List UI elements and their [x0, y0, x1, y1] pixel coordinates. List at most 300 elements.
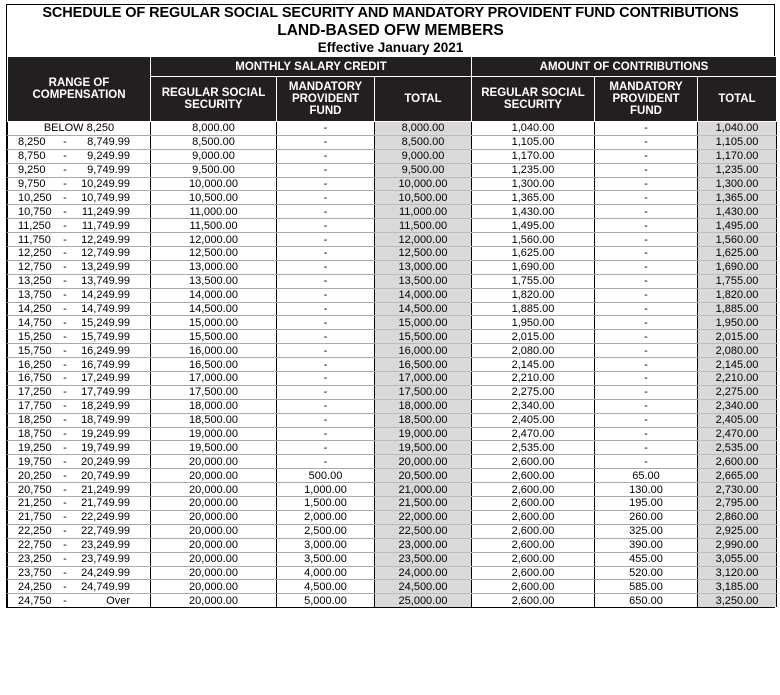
table-row	[8, 524, 777, 538]
contrib-regular-ss-cell: 1,950.00	[472, 316, 595, 330]
msc-total-cell: 10,000.00	[375, 177, 472, 191]
table-row	[8, 149, 777, 163]
range-cell	[8, 260, 151, 274]
table-row	[8, 483, 777, 497]
range-separator: -	[63, 386, 67, 399]
contrib-regular-ss-cell: 1,365.00	[472, 191, 595, 205]
contrib-regular-ss-cell: 2,600.00	[472, 580, 595, 594]
msc-regular-ss-cell: 20,000.00	[151, 497, 277, 511]
contrib-total-cell: 1,950.00	[698, 316, 777, 330]
msc-mpf-cell: -	[277, 316, 375, 330]
contrib-total-cell: 1,170.00	[698, 149, 777, 163]
range-low: 12,750	[18, 261, 52, 274]
msc-total-cell: 13,000.00	[375, 260, 472, 274]
msc-mpf-cell: 500.00	[277, 469, 375, 483]
range-cell	[8, 455, 151, 469]
contrib-regular-ss-cell: 2,210.00	[472, 372, 595, 386]
contrib-mpf-cell: -	[595, 247, 698, 261]
contrib-total-cell: 2,730.00	[698, 483, 777, 497]
contrib-regular-ss-cell: 1,040.00	[472, 122, 595, 136]
range-cell	[8, 372, 151, 386]
range-separator: -	[63, 330, 67, 343]
msc-regular-ss-cell: 17,500.00	[151, 385, 277, 399]
contrib-regular-ss-cell: 1,105.00	[472, 135, 595, 149]
range-separator: -	[63, 566, 67, 579]
contrib-total-cell: 1,300.00	[698, 177, 777, 191]
range-low: 10,750	[18, 205, 52, 218]
range-high: 9,249.99	[87, 150, 130, 163]
range-separator: -	[63, 455, 67, 468]
msc-regular-ss-cell: 14,000.00	[151, 288, 277, 302]
contrib-mpf-cell: -	[595, 399, 698, 413]
contrib-total-cell: 2,080.00	[698, 344, 777, 358]
msc-total-cell: 12,500.00	[375, 247, 472, 261]
msc-mpf-cell: -	[277, 247, 375, 261]
range-cell	[8, 358, 151, 372]
contrib-total-cell: 2,990.00	[698, 538, 777, 552]
msc-regular-ss-cell: 20,000.00	[151, 469, 277, 483]
msc-regular-ss-cell: 17,000.00	[151, 372, 277, 386]
contrib-total-cell: 1,430.00	[698, 205, 777, 219]
msc-regular-ss-cell: 8,000.00	[151, 122, 277, 136]
table-row	[8, 413, 777, 427]
range-separator: -	[63, 358, 67, 371]
msc-total-cell: 14,000.00	[375, 288, 472, 302]
range-low: 24,750	[18, 594, 52, 607]
contrib-regular-ss-cell: 1,755.00	[472, 274, 595, 288]
range-low: 17,750	[18, 400, 52, 413]
contrib-total-cell: 2,145.00	[698, 358, 777, 372]
range-separator: -	[63, 539, 67, 552]
range-separator: -	[63, 469, 67, 482]
msc-total-cell: 22,500.00	[375, 524, 472, 538]
msc-mpf-cell: -	[277, 205, 375, 219]
range-low: 15,250	[18, 330, 52, 343]
range-low: 14,250	[18, 303, 52, 316]
range-separator: -	[63, 525, 67, 538]
table-row	[8, 372, 777, 386]
msc-regular-ss-cell: 18,000.00	[151, 399, 277, 413]
contrib-total-cell: 1,885.00	[698, 302, 777, 316]
range-separator: -	[63, 553, 67, 566]
msc-total-cell: 21,000.00	[375, 483, 472, 497]
msc-mpf-cell: -	[277, 455, 375, 469]
msc-total-cell: 23,500.00	[375, 552, 472, 566]
msc-total-cell: 17,500.00	[375, 385, 472, 399]
range-cell	[8, 219, 151, 233]
contrib-regular-ss-cell: 1,820.00	[472, 288, 595, 302]
range-high: 9,749.99	[87, 164, 130, 177]
header-contrib-mpf: MANDATORY PROVIDENT FUND	[595, 77, 698, 122]
range-high: 11,249.99	[81, 205, 130, 218]
contrib-regular-ss-cell: 2,600.00	[472, 469, 595, 483]
range-low: 18,750	[18, 428, 52, 441]
msc-regular-ss-cell: 10,500.00	[151, 191, 277, 205]
range-high: 19,749.99	[81, 441, 130, 454]
contrib-mpf-cell: -	[595, 135, 698, 149]
range-high: 19,249.99	[81, 428, 130, 441]
contrib-total-cell: 3,185.00	[698, 580, 777, 594]
msc-regular-ss-cell: 20,000.00	[151, 510, 277, 524]
msc-regular-ss-cell: 20,000.00	[151, 552, 277, 566]
range-cell	[8, 441, 151, 455]
table-row	[8, 594, 777, 607]
header-msc-total: TOTAL	[375, 77, 472, 122]
range-high: 15,749.99	[81, 330, 130, 343]
range-low: 21,750	[18, 511, 52, 524]
contrib-regular-ss-cell: 2,600.00	[472, 538, 595, 552]
range-high: Over	[106, 594, 130, 607]
range-high: 10,249.99	[81, 178, 130, 190]
table-row	[8, 538, 777, 552]
range-cell	[8, 497, 151, 511]
range-high: 18,749.99	[81, 414, 130, 427]
range-high: 24,249.99	[81, 566, 130, 579]
table-row	[8, 163, 777, 177]
contrib-regular-ss-cell: 1,560.00	[472, 233, 595, 247]
msc-mpf-cell: 2,000.00	[277, 510, 375, 524]
range-high: 23,249.99	[81, 539, 130, 552]
contrib-mpf-cell: -	[595, 316, 698, 330]
msc-regular-ss-cell: 13,000.00	[151, 260, 277, 274]
contrib-regular-ss-cell: 2,080.00	[472, 344, 595, 358]
range-high: 11,749.99	[81, 219, 130, 232]
msc-regular-ss-cell: 12,500.00	[151, 247, 277, 261]
msc-total-cell: 24,500.00	[375, 580, 472, 594]
msc-mpf-cell: -	[277, 399, 375, 413]
msc-mpf-cell: 1,500.00	[277, 497, 375, 511]
range-low: 22,750	[18, 539, 52, 552]
msc-mpf-cell: -	[277, 163, 375, 177]
msc-mpf-cell: 5,000.00	[277, 594, 375, 607]
msc-total-cell: 15,000.00	[375, 316, 472, 330]
contrib-mpf-cell: -	[595, 330, 698, 344]
msc-mpf-cell: -	[277, 219, 375, 233]
contrib-mpf-cell: -	[595, 385, 698, 399]
range-high: 14,249.99	[81, 289, 130, 302]
table-row	[8, 399, 777, 413]
msc-regular-ss-cell: 16,500.00	[151, 358, 277, 372]
range-separator: -	[63, 580, 67, 593]
msc-total-cell: 12,000.00	[375, 233, 472, 247]
contrib-total-cell: 2,340.00	[698, 399, 777, 413]
msc-total-cell: 8,000.00	[375, 122, 472, 136]
msc-mpf-cell: -	[277, 177, 375, 191]
contrib-total-cell: 2,015.00	[698, 330, 777, 344]
range-cell	[8, 316, 151, 330]
contrib-total-cell: 3,055.00	[698, 552, 777, 566]
contrib-mpf-cell: 520.00	[595, 566, 698, 580]
contrib-mpf-cell: -	[595, 163, 698, 177]
msc-total-cell: 22,000.00	[375, 510, 472, 524]
contrib-mpf-cell: 65.00	[595, 469, 698, 483]
contrib-total-cell: 1,040.00	[698, 122, 777, 136]
contrib-regular-ss-cell: 2,600.00	[472, 497, 595, 511]
contrib-regular-ss-cell: 2,600.00	[472, 455, 595, 469]
range-low: 9,750	[18, 178, 46, 190]
contrib-mpf-cell: 455.00	[595, 552, 698, 566]
table-row	[8, 580, 777, 594]
contrib-total-cell: 2,210.00	[698, 372, 777, 386]
range-high: 17,249.99	[81, 372, 130, 385]
contrib-mpf-cell: -	[595, 302, 698, 316]
table-row	[8, 135, 777, 149]
msc-regular-ss-cell: 10,000.00	[151, 177, 277, 191]
contrib-total-cell: 2,860.00	[698, 510, 777, 524]
range-high: 24,749.99	[81, 580, 130, 593]
range-high: 20,749.99	[81, 469, 130, 482]
msc-total-cell: 23,000.00	[375, 538, 472, 552]
range-low: 12,250	[18, 247, 52, 260]
range-separator: -	[63, 275, 67, 288]
range-low: 11,750	[18, 233, 51, 246]
table-row	[8, 302, 777, 316]
msc-total-cell: 25,000.00	[375, 594, 472, 607]
contrib-regular-ss-cell: 2,275.00	[472, 385, 595, 399]
msc-regular-ss-cell: 20,000.00	[151, 566, 277, 580]
document-subtitle: LAND-BASED OFW MEMBERS	[277, 22, 504, 39]
range-separator: -	[63, 428, 67, 441]
range-high: 15,249.99	[81, 316, 130, 329]
range-cell	[8, 594, 151, 607]
msc-regular-ss-cell: 16,000.00	[151, 344, 277, 358]
msc-regular-ss-cell: 13,500.00	[151, 274, 277, 288]
msc-total-cell: 24,000.00	[375, 566, 472, 580]
msc-regular-ss-cell: 11,000.00	[151, 205, 277, 219]
table-row	[8, 469, 777, 483]
range-cell	[8, 524, 151, 538]
contrib-regular-ss-cell: 2,600.00	[472, 510, 595, 524]
msc-regular-ss-cell: 20,000.00	[151, 524, 277, 538]
contrib-regular-ss-cell: 2,340.00	[472, 399, 595, 413]
range-low: 11,250	[18, 219, 51, 232]
contrib-mpf-cell: -	[595, 233, 698, 247]
range-cell	[8, 552, 151, 566]
range-high: 13,249.99	[81, 261, 130, 274]
msc-mpf-cell: 3,500.00	[277, 552, 375, 566]
msc-regular-ss-cell: 12,000.00	[151, 233, 277, 247]
contrib-total-cell: 1,365.00	[698, 191, 777, 205]
range-cell	[8, 302, 151, 316]
contrib-regular-ss-cell: 2,145.00	[472, 358, 595, 372]
table-row	[8, 247, 777, 261]
msc-total-cell: 9,500.00	[375, 163, 472, 177]
range-separator: -	[63, 261, 67, 274]
table-row	[8, 316, 777, 330]
table-row	[8, 191, 777, 205]
contrib-mpf-cell: -	[595, 288, 698, 302]
msc-regular-ss-cell: 18,500.00	[151, 413, 277, 427]
range-separator: -	[63, 164, 67, 177]
table-row	[8, 510, 777, 524]
table-row	[8, 385, 777, 399]
range-high: 12,749.99	[81, 247, 130, 260]
contrib-mpf-cell: -	[595, 191, 698, 205]
range-separator: -	[63, 414, 67, 427]
range-cell	[8, 538, 151, 552]
contrib-total-cell: 1,495.00	[698, 219, 777, 233]
msc-mpf-cell: 4,500.00	[277, 580, 375, 594]
range-separator: -	[63, 233, 67, 246]
range-high: 16,249.99	[81, 344, 130, 357]
table-row	[8, 427, 777, 441]
msc-total-cell: 19,500.00	[375, 441, 472, 455]
range-high: 21,249.99	[81, 483, 130, 496]
msc-mpf-cell: -	[277, 135, 375, 149]
contrib-total-cell: 1,820.00	[698, 288, 777, 302]
range-cell	[8, 191, 151, 205]
range-cell	[8, 288, 151, 302]
range-separator: -	[63, 441, 67, 454]
range-cell	[8, 177, 151, 191]
msc-regular-ss-cell: 14,500.00	[151, 302, 277, 316]
table-row	[8, 177, 777, 191]
msc-regular-ss-cell: 9,500.00	[151, 163, 277, 177]
msc-mpf-cell: -	[277, 233, 375, 247]
msc-mpf-cell: -	[277, 358, 375, 372]
msc-mpf-cell: -	[277, 427, 375, 441]
range-high: 17,749.99	[81, 386, 130, 399]
contrib-mpf-cell: 390.00	[595, 538, 698, 552]
msc-total-cell: 21,500.00	[375, 497, 472, 511]
range-low: 24,250	[18, 580, 52, 593]
range-low: 22,250	[18, 525, 52, 538]
range-separator: -	[63, 316, 67, 329]
msc-mpf-cell: -	[277, 302, 375, 316]
range-cell	[8, 566, 151, 580]
msc-regular-ss-cell: 11,500.00	[151, 219, 277, 233]
contrib-mpf-cell: -	[595, 274, 698, 288]
range-separator: -	[63, 289, 67, 302]
msc-regular-ss-cell: 9,000.00	[151, 149, 277, 163]
msc-mpf-cell: -	[277, 385, 375, 399]
document-title: SCHEDULE OF REGULAR SOCIAL SECURITY AND MANDATORY PROVIDENT FUND CONTRIBUTIONS	[42, 5, 739, 21]
effective-date: Effective January 2021	[317, 40, 464, 55]
contrib-mpf-cell: -	[595, 122, 698, 136]
contrib-mpf-cell: -	[595, 344, 698, 358]
range-cell	[8, 580, 151, 594]
range-low: 19,250	[18, 441, 52, 454]
range-low: 23,750	[18, 566, 52, 579]
table-row	[8, 260, 777, 274]
msc-mpf-cell: 1,000.00	[277, 483, 375, 497]
msc-total-cell: 14,500.00	[375, 302, 472, 316]
contrib-regular-ss-cell: 2,600.00	[472, 566, 595, 580]
contrib-total-cell: 1,755.00	[698, 274, 777, 288]
msc-regular-ss-cell: 20,000.00	[151, 538, 277, 552]
msc-regular-ss-cell: 15,000.00	[151, 316, 277, 330]
msc-regular-ss-cell: 20,000.00	[151, 455, 277, 469]
contrib-total-cell: 1,560.00	[698, 233, 777, 247]
header-msc-group: MONTHLY SALARY CREDIT	[151, 57, 472, 77]
contrib-regular-ss-cell: 2,600.00	[472, 594, 595, 607]
contrib-regular-ss-cell: 2,470.00	[472, 427, 595, 441]
range-low: 18,250	[18, 414, 52, 427]
range-low: 16,750	[18, 372, 52, 385]
contrib-mpf-cell: -	[595, 358, 698, 372]
msc-regular-ss-cell: 20,000.00	[151, 483, 277, 497]
contribution-table	[7, 56, 777, 607]
range-cell	[8, 149, 151, 163]
contrib-mpf-cell: -	[595, 219, 698, 233]
header-range: RANGE OF COMPENSATION	[8, 57, 151, 122]
contrib-mpf-cell: -	[595, 413, 698, 427]
contrib-regular-ss-cell: 2,600.00	[472, 524, 595, 538]
msc-regular-ss-cell: 19,500.00	[151, 441, 277, 455]
msc-total-cell: 20,500.00	[375, 469, 472, 483]
range-cell: BELOW 8,250	[8, 122, 151, 136]
msc-mpf-cell: -	[277, 441, 375, 455]
contrib-mpf-cell: -	[595, 260, 698, 274]
range-high: 14,749.99	[81, 303, 130, 316]
msc-regular-ss-cell: 15,500.00	[151, 330, 277, 344]
contrib-total-cell: 2,275.00	[698, 385, 777, 399]
msc-mpf-cell: -	[277, 288, 375, 302]
contrib-mpf-cell: 130.00	[595, 483, 698, 497]
range-low: 8,750	[18, 150, 46, 163]
contrib-total-cell: 2,600.00	[698, 455, 777, 469]
range-low: 19,750	[18, 455, 52, 468]
range-separator: -	[63, 178, 67, 190]
msc-mpf-cell: -	[277, 191, 375, 205]
msc-mpf-cell: 2,500.00	[277, 524, 375, 538]
range-low: 13,250	[18, 275, 52, 288]
contrib-mpf-cell: -	[595, 441, 698, 455]
contrib-total-cell: 1,690.00	[698, 260, 777, 274]
msc-total-cell: 20,000.00	[375, 455, 472, 469]
header-contrib-total: TOTAL	[698, 77, 777, 122]
contrib-mpf-cell: 195.00	[595, 497, 698, 511]
range-separator: -	[63, 191, 67, 204]
range-cell	[8, 247, 151, 261]
msc-total-cell: 19,000.00	[375, 427, 472, 441]
msc-total-cell: 18,000.00	[375, 399, 472, 413]
contrib-regular-ss-cell: 1,885.00	[472, 302, 595, 316]
msc-total-cell: 11,500.00	[375, 219, 472, 233]
range-cell	[8, 469, 151, 483]
contrib-total-cell: 1,235.00	[698, 163, 777, 177]
msc-mpf-cell: -	[277, 372, 375, 386]
msc-mpf-cell: -	[277, 413, 375, 427]
msc-regular-ss-cell: 20,000.00	[151, 580, 277, 594]
table-row	[8, 455, 777, 469]
table-row	[8, 219, 777, 233]
range-separator: -	[63, 150, 67, 163]
range-high: 13,749.99	[81, 275, 130, 288]
table-row	[8, 233, 777, 247]
msc-total-cell: 16,500.00	[375, 358, 472, 372]
range-separator: -	[63, 511, 67, 524]
contrib-mpf-cell: -	[595, 427, 698, 441]
range-low: 8,250	[18, 136, 46, 149]
range-low: 16,250	[18, 358, 52, 371]
range-low: 20,250	[18, 469, 52, 482]
header-contrib-regular-ss: REGULAR SOCIAL SECURITY	[472, 77, 595, 122]
msc-total-cell: 13,500.00	[375, 274, 472, 288]
table-row	[8, 274, 777, 288]
table-row	[8, 566, 777, 580]
contrib-total-cell: 2,535.00	[698, 441, 777, 455]
range-cell	[8, 135, 151, 149]
contrib-regular-ss-cell: 1,430.00	[472, 205, 595, 219]
table-row	[8, 205, 777, 219]
range-separator: -	[63, 219, 67, 232]
msc-total-cell: 10,500.00	[375, 191, 472, 205]
range-cell	[8, 385, 151, 399]
table-row	[8, 358, 777, 372]
msc-mpf-cell: 4,000.00	[277, 566, 375, 580]
contribution-schedule	[6, 4, 775, 608]
